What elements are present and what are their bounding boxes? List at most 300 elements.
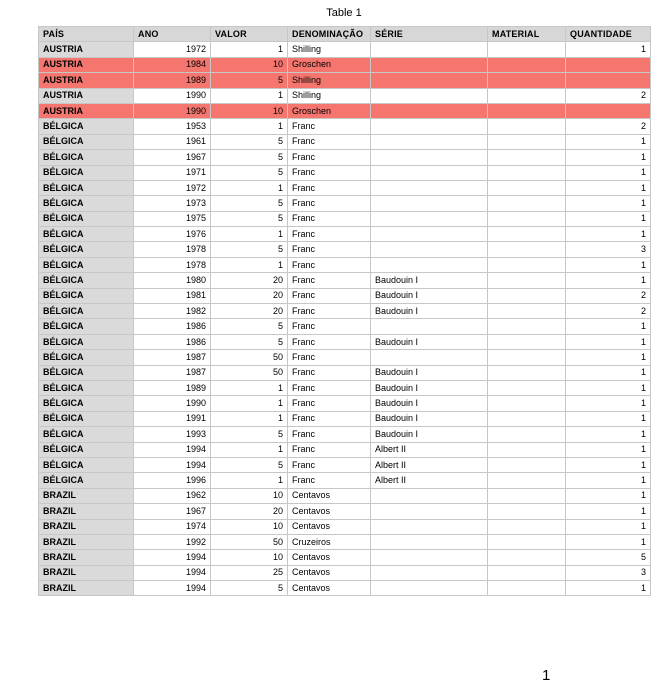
- cell-pais: BÉLGICA: [39, 196, 134, 211]
- cell-pais: AUSTRIA: [39, 57, 134, 72]
- table-row: [39, 196, 651, 211]
- cell-denominacao: Groschen: [288, 57, 371, 72]
- cell-ano: 1996: [134, 473, 211, 488]
- cell-quantidade: 1: [566, 411, 651, 426]
- cell-quantidade: [566, 57, 651, 72]
- cell-material: [488, 488, 566, 503]
- table-row: [39, 103, 651, 118]
- cell-denominacao: Franc: [288, 134, 371, 149]
- cell-ano: 1961: [134, 134, 211, 149]
- cell-denominacao: Franc: [288, 304, 371, 319]
- cell-pais: BÉLGICA: [39, 134, 134, 149]
- cell-ano: 1978: [134, 257, 211, 272]
- cell-serie: [371, 581, 488, 596]
- cell-denominacao: Franc: [288, 380, 371, 395]
- cell-material: [488, 73, 566, 88]
- cell-serie: Baudouin I: [371, 380, 488, 395]
- cell-quantidade: 1: [566, 519, 651, 534]
- cell-denominacao: Franc: [288, 257, 371, 272]
- cell-valor: 1: [211, 411, 288, 426]
- cell-material: [488, 334, 566, 349]
- cell-material: [488, 150, 566, 165]
- cell-serie: Albert II: [371, 473, 488, 488]
- cell-ano: 1967: [134, 150, 211, 165]
- table-row: [39, 365, 651, 380]
- cell-material: [488, 242, 566, 257]
- cell-material: [488, 119, 566, 134]
- cell-valor: 1: [211, 119, 288, 134]
- cell-valor: 1: [211, 42, 288, 57]
- cell-quantidade: 1: [566, 180, 651, 195]
- table-row: [39, 119, 651, 134]
- cell-quantidade: 2: [566, 288, 651, 303]
- cell-pais: AUSTRIA: [39, 88, 134, 103]
- cell-valor: 1: [211, 380, 288, 395]
- table-row: [39, 288, 651, 303]
- table-row: [39, 334, 651, 349]
- cell-ano: 1987: [134, 350, 211, 365]
- cell-serie: Baudouin I: [371, 365, 488, 380]
- cell-quantidade: 1: [566, 319, 651, 334]
- cell-quantidade: 1: [566, 42, 651, 57]
- cell-valor: 20: [211, 504, 288, 519]
- cell-quantidade: 1: [566, 380, 651, 395]
- table-row: [39, 488, 651, 503]
- cell-ano: 1994: [134, 457, 211, 472]
- cell-quantidade: 1: [566, 211, 651, 226]
- cell-material: [488, 196, 566, 211]
- cell-quantidade: [566, 73, 651, 88]
- cell-material: [488, 211, 566, 226]
- cell-denominacao: Franc: [288, 150, 371, 165]
- cell-ano: 1972: [134, 180, 211, 195]
- table-row: [39, 457, 651, 472]
- table-row: [39, 273, 651, 288]
- cell-denominacao: Franc: [288, 242, 371, 257]
- cell-quantidade: 1: [566, 457, 651, 472]
- cell-pais: BÉLGICA: [39, 334, 134, 349]
- cell-ano: 1990: [134, 396, 211, 411]
- table-row: [39, 73, 651, 88]
- cell-pais: BRAZIL: [39, 565, 134, 580]
- cell-material: [488, 534, 566, 549]
- cell-ano: 1973: [134, 196, 211, 211]
- cell-serie: [371, 488, 488, 503]
- cell-material: [488, 565, 566, 580]
- cell-quantidade: 2: [566, 304, 651, 319]
- cell-ano: 1990: [134, 88, 211, 103]
- cell-pais: BÉLGICA: [39, 411, 134, 426]
- coins-table: [38, 26, 651, 596]
- cell-valor: 20: [211, 273, 288, 288]
- table-header: [39, 27, 651, 42]
- cell-denominacao: Groschen: [288, 103, 371, 118]
- cell-valor: 1: [211, 473, 288, 488]
- cell-material: [488, 103, 566, 118]
- cell-valor: 5: [211, 581, 288, 596]
- cell-valor: 5: [211, 427, 288, 442]
- cell-denominacao: Franc: [288, 350, 371, 365]
- cell-pais: BÉLGICA: [39, 319, 134, 334]
- cell-pais: BÉLGICA: [39, 227, 134, 242]
- cell-valor: 10: [211, 488, 288, 503]
- cell-material: [488, 273, 566, 288]
- cell-serie: Baudouin I: [371, 304, 488, 319]
- cell-material: [488, 134, 566, 149]
- cell-ano: 1992: [134, 534, 211, 549]
- cell-ano: 1975: [134, 211, 211, 226]
- column-header-material: MATERIAL: [488, 27, 566, 42]
- cell-denominacao: Franc: [288, 396, 371, 411]
- table-row: [39, 319, 651, 334]
- cell-valor: 5: [211, 73, 288, 88]
- cell-material: [488, 457, 566, 472]
- cell-denominacao: Franc: [288, 211, 371, 226]
- cell-quantidade: 5: [566, 550, 651, 565]
- column-header-serie: SÉRIE: [371, 27, 488, 42]
- cell-ano: 1991: [134, 411, 211, 426]
- cell-material: [488, 442, 566, 457]
- table-row: [39, 396, 651, 411]
- cell-serie: [371, 165, 488, 180]
- cell-material: [488, 519, 566, 534]
- cell-serie: [371, 504, 488, 519]
- cell-serie: [371, 119, 488, 134]
- cell-serie: [371, 150, 488, 165]
- cell-denominacao: Franc: [288, 457, 371, 472]
- cell-denominacao: Franc: [288, 165, 371, 180]
- table-row: [39, 473, 651, 488]
- cell-pais: BÉLGICA: [39, 457, 134, 472]
- cell-quantidade: 1: [566, 196, 651, 211]
- table-row: [39, 257, 651, 272]
- cell-pais: BÉLGICA: [39, 288, 134, 303]
- cell-serie: [371, 350, 488, 365]
- table-row: [39, 380, 651, 395]
- cell-material: [488, 473, 566, 488]
- cell-denominacao: Shilling: [288, 88, 371, 103]
- cell-valor: 5: [211, 319, 288, 334]
- cell-denominacao: Franc: [288, 273, 371, 288]
- cell-pais: BÉLGICA: [39, 473, 134, 488]
- cell-denominacao: Centavos: [288, 581, 371, 596]
- column-header-denominacao: DENOMINAÇÃO: [288, 27, 371, 42]
- table-row: [39, 134, 651, 149]
- cell-valor: 5: [211, 211, 288, 226]
- cell-material: [488, 365, 566, 380]
- cell-material: [488, 288, 566, 303]
- cell-material: [488, 427, 566, 442]
- table-row: [39, 565, 651, 580]
- cell-serie: [371, 180, 488, 195]
- cell-denominacao: Franc: [288, 411, 371, 426]
- cell-ano: 1994: [134, 581, 211, 596]
- table-header-row: [39, 27, 651, 42]
- cell-ano: 1980: [134, 273, 211, 288]
- cell-ano: 1989: [134, 73, 211, 88]
- cell-valor: 5: [211, 334, 288, 349]
- cell-serie: [371, 227, 488, 242]
- cell-pais: BÉLGICA: [39, 165, 134, 180]
- cell-valor: 5: [211, 165, 288, 180]
- cell-denominacao: Centavos: [288, 488, 371, 503]
- cell-valor: 1: [211, 88, 288, 103]
- column-header-valor: VALOR: [211, 27, 288, 42]
- cell-valor: 10: [211, 519, 288, 534]
- cell-pais: BÉLGICA: [39, 257, 134, 272]
- cell-denominacao: Centavos: [288, 565, 371, 580]
- cell-pais: BÉLGICA: [39, 380, 134, 395]
- cell-valor: 1: [211, 257, 288, 272]
- cell-ano: 1994: [134, 442, 211, 457]
- cell-quantidade: 2: [566, 119, 651, 134]
- table-row: [39, 504, 651, 519]
- cell-pais: BÉLGICA: [39, 211, 134, 226]
- cell-denominacao: Franc: [288, 196, 371, 211]
- page-number: 1: [542, 667, 551, 684]
- cell-valor: 10: [211, 57, 288, 72]
- cell-quantidade: 1: [566, 227, 651, 242]
- cell-valor: 10: [211, 103, 288, 118]
- cell-serie: Baudouin I: [371, 273, 488, 288]
- cell-denominacao: Franc: [288, 288, 371, 303]
- cell-serie: Baudouin I: [371, 427, 488, 442]
- cell-quantidade: 1: [566, 581, 651, 596]
- cell-valor: 1: [211, 396, 288, 411]
- cell-serie: [371, 103, 488, 118]
- cell-material: [488, 227, 566, 242]
- cell-ano: 1967: [134, 504, 211, 519]
- cell-ano: 1994: [134, 565, 211, 580]
- cell-denominacao: Franc: [288, 119, 371, 134]
- cell-material: [488, 257, 566, 272]
- cell-serie: Baudouin I: [371, 288, 488, 303]
- cell-valor: 5: [211, 196, 288, 211]
- cell-pais: BÉLGICA: [39, 273, 134, 288]
- cell-denominacao: Franc: [288, 473, 371, 488]
- cell-pais: BÉLGICA: [39, 180, 134, 195]
- cell-denominacao: Centavos: [288, 519, 371, 534]
- cell-valor: 25: [211, 565, 288, 580]
- cell-pais: BÉLGICA: [39, 150, 134, 165]
- cell-material: [488, 350, 566, 365]
- column-header-pais: PAÍS: [39, 27, 134, 42]
- cell-ano: 1978: [134, 242, 211, 257]
- cell-material: [488, 550, 566, 565]
- cell-pais: BRAZIL: [39, 550, 134, 565]
- table-title: Table 1: [326, 7, 362, 19]
- cell-ano: 1986: [134, 319, 211, 334]
- cell-quantidade: 2: [566, 88, 651, 103]
- cell-valor: 1: [211, 227, 288, 242]
- table-row: [39, 411, 651, 426]
- cell-valor: 1: [211, 180, 288, 195]
- cell-valor: 1: [211, 442, 288, 457]
- table-row: [39, 427, 651, 442]
- cell-ano: 1953: [134, 119, 211, 134]
- cell-material: [488, 165, 566, 180]
- cell-denominacao: Centavos: [288, 550, 371, 565]
- cell-pais: BÉLGICA: [39, 242, 134, 257]
- cell-valor: 20: [211, 288, 288, 303]
- cell-material: [488, 319, 566, 334]
- cell-serie: [371, 211, 488, 226]
- cell-denominacao: Franc: [288, 334, 371, 349]
- cell-quantidade: 1: [566, 488, 651, 503]
- cell-ano: 1984: [134, 57, 211, 72]
- cell-material: [488, 304, 566, 319]
- table-row: [39, 57, 651, 72]
- cell-quantidade: 1: [566, 473, 651, 488]
- table-row: [39, 350, 651, 365]
- cell-ano: 1982: [134, 304, 211, 319]
- cell-ano: 1993: [134, 427, 211, 442]
- cell-quantidade: [566, 103, 651, 118]
- table-row: [39, 550, 651, 565]
- cell-ano: 1974: [134, 519, 211, 534]
- cell-valor: 5: [211, 150, 288, 165]
- cell-pais: BÉLGICA: [39, 396, 134, 411]
- table-row: [39, 304, 651, 319]
- cell-quantidade: 1: [566, 334, 651, 349]
- table-body: [39, 42, 651, 596]
- cell-serie: [371, 88, 488, 103]
- cell-pais: BRAZIL: [39, 504, 134, 519]
- cell-quantidade: 1: [566, 442, 651, 457]
- cell-serie: [371, 565, 488, 580]
- cell-denominacao: Franc: [288, 427, 371, 442]
- table-row: [39, 534, 651, 549]
- cell-quantidade: 3: [566, 565, 651, 580]
- cell-pais: BÉLGICA: [39, 427, 134, 442]
- table-row: [39, 227, 651, 242]
- cell-quantidade: 1: [566, 427, 651, 442]
- cell-quantidade: 1: [566, 257, 651, 272]
- cell-denominacao: Franc: [288, 227, 371, 242]
- cell-material: [488, 57, 566, 72]
- cell-denominacao: Shilling: [288, 42, 371, 57]
- cell-ano: 1986: [134, 334, 211, 349]
- cell-ano: 1989: [134, 380, 211, 395]
- cell-serie: Baudouin I: [371, 334, 488, 349]
- cell-serie: Albert II: [371, 442, 488, 457]
- table-row: [39, 211, 651, 226]
- cell-material: [488, 504, 566, 519]
- cell-ano: 1962: [134, 488, 211, 503]
- cell-material: [488, 88, 566, 103]
- cell-valor: 50: [211, 350, 288, 365]
- cell-material: [488, 180, 566, 195]
- cell-ano: 1987: [134, 365, 211, 380]
- column-header-ano: ANO: [134, 27, 211, 42]
- cell-serie: [371, 534, 488, 549]
- cell-pais: BÉLGICA: [39, 119, 134, 134]
- table-row: [39, 88, 651, 103]
- cell-pais: BÉLGICA: [39, 304, 134, 319]
- cell-ano: 1971: [134, 165, 211, 180]
- table-row: [39, 519, 651, 534]
- cell-ano: 1990: [134, 103, 211, 118]
- cell-serie: Baudouin I: [371, 396, 488, 411]
- cell-ano: 1972: [134, 42, 211, 57]
- cell-denominacao: Franc: [288, 442, 371, 457]
- cell-pais: BRAZIL: [39, 519, 134, 534]
- table-row: [39, 150, 651, 165]
- cell-serie: [371, 134, 488, 149]
- cell-quantidade: 1: [566, 504, 651, 519]
- cell-pais: AUSTRIA: [39, 42, 134, 57]
- cell-material: [488, 581, 566, 596]
- cell-serie: [371, 242, 488, 257]
- cell-quantidade: 3: [566, 242, 651, 257]
- cell-denominacao: Franc: [288, 319, 371, 334]
- cell-denominacao: Cruzeiros: [288, 534, 371, 549]
- cell-serie: Albert II: [371, 457, 488, 472]
- cell-ano: 1976: [134, 227, 211, 242]
- table-row: [39, 581, 651, 596]
- cell-serie: [371, 73, 488, 88]
- cell-quantidade: 1: [566, 165, 651, 180]
- cell-pais: BRAZIL: [39, 581, 134, 596]
- cell-denominacao: Centavos: [288, 504, 371, 519]
- cell-quantidade: 1: [566, 150, 651, 165]
- cell-material: [488, 380, 566, 395]
- cell-serie: [371, 519, 488, 534]
- cell-serie: [371, 196, 488, 211]
- table-row: [39, 165, 651, 180]
- table-row: [39, 180, 651, 195]
- table-row: [39, 42, 651, 57]
- cell-valor: 5: [211, 134, 288, 149]
- cell-serie: [371, 319, 488, 334]
- cell-serie: Baudouin I: [371, 411, 488, 426]
- cell-serie: [371, 550, 488, 565]
- column-header-quantidade: QUANTIDADE: [566, 27, 651, 42]
- cell-material: [488, 42, 566, 57]
- cell-denominacao: Shilling: [288, 73, 371, 88]
- cell-ano: 1994: [134, 550, 211, 565]
- cell-material: [488, 396, 566, 411]
- cell-valor: 10: [211, 550, 288, 565]
- cell-quantidade: 1: [566, 396, 651, 411]
- table-row: [39, 442, 651, 457]
- cell-pais: BÉLGICA: [39, 350, 134, 365]
- cell-serie: [371, 42, 488, 57]
- cell-valor: 20: [211, 304, 288, 319]
- cell-quantidade: 1: [566, 365, 651, 380]
- cell-valor: 50: [211, 365, 288, 380]
- cell-quantidade: 1: [566, 350, 651, 365]
- cell-quantidade: 1: [566, 273, 651, 288]
- table-row: [39, 242, 651, 257]
- cell-valor: 5: [211, 457, 288, 472]
- cell-pais: BRAZIL: [39, 534, 134, 549]
- cell-denominacao: Franc: [288, 180, 371, 195]
- cell-pais: BÉLGICA: [39, 442, 134, 457]
- cell-serie: [371, 57, 488, 72]
- cell-denominacao: Franc: [288, 365, 371, 380]
- cell-material: [488, 411, 566, 426]
- cell-pais: AUSTRIA: [39, 103, 134, 118]
- cell-quantidade: 1: [566, 134, 651, 149]
- cell-ano: 1981: [134, 288, 211, 303]
- cell-pais: BÉLGICA: [39, 365, 134, 380]
- cell-valor: 5: [211, 242, 288, 257]
- cell-quantidade: 1: [566, 534, 651, 549]
- cell-valor: 50: [211, 534, 288, 549]
- cell-serie: [371, 257, 488, 272]
- cell-pais: BRAZIL: [39, 488, 134, 503]
